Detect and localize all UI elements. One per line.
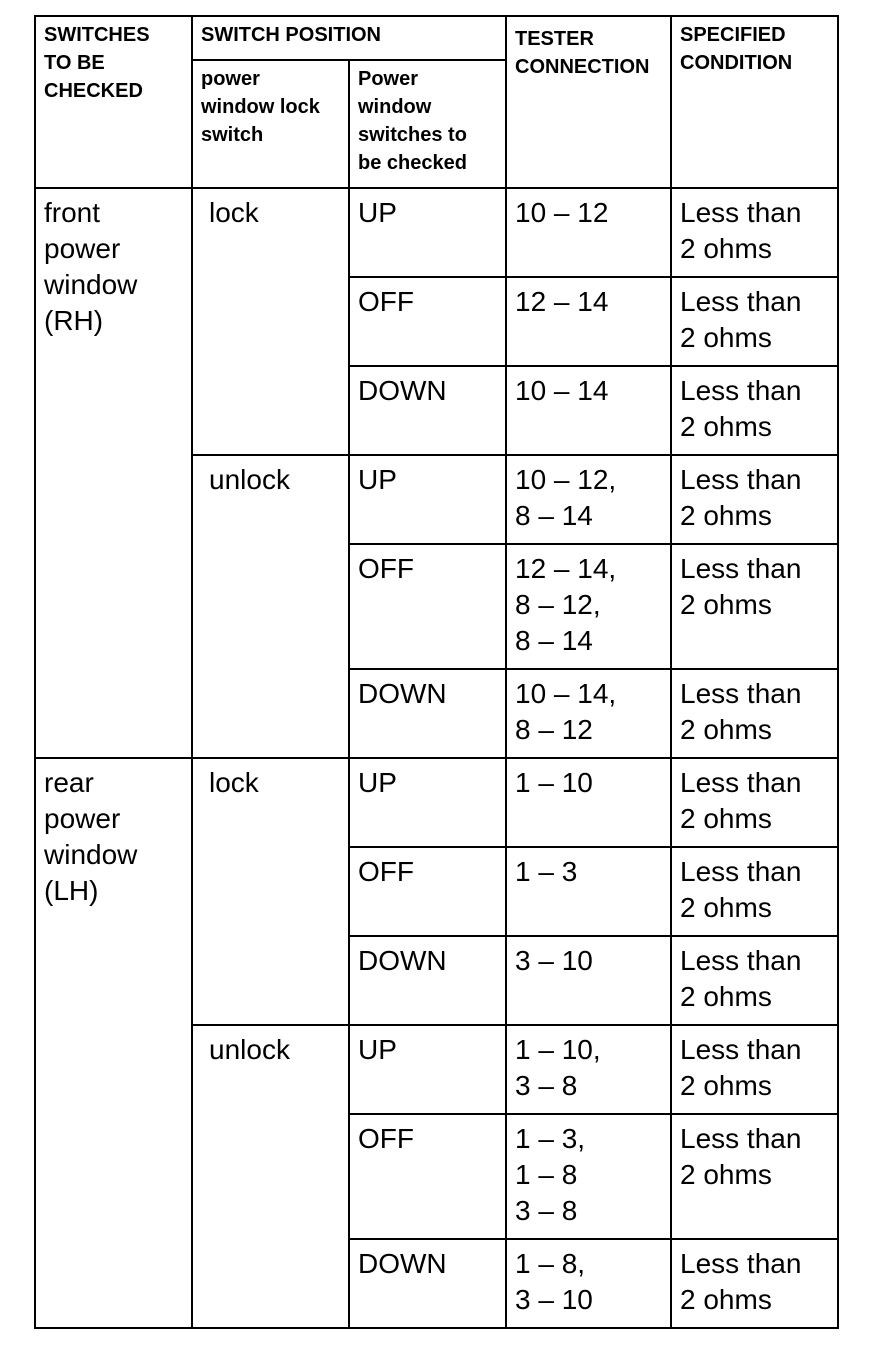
specified-condition-cell: Less than 2 ohms xyxy=(671,936,838,1025)
switch-name-cell: rear power window (LH) xyxy=(35,758,192,1328)
window-switch-position-cell: UP xyxy=(349,1025,506,1114)
tester-connection-cell: 10 – 14, 8 – 12 xyxy=(506,669,671,758)
tester-connection-cell: 1 – 3, 1 – 8 3 – 8 xyxy=(506,1114,671,1239)
table-row xyxy=(35,188,838,277)
window-switch-position-cell: DOWN xyxy=(349,669,506,758)
specified-condition-cell: Less than 2 ohms xyxy=(671,188,838,277)
tester-connection-cell: 10 – 12 xyxy=(506,188,671,277)
window-switch-position-cell: OFF xyxy=(349,847,506,936)
header-power-window-switches: Power window switches to be checked xyxy=(349,60,506,188)
switch-name-cell: front power window (RH) xyxy=(35,188,192,758)
tester-connection-cell: 1 – 3 xyxy=(506,847,671,936)
specified-condition-cell: Less than 2 ohms xyxy=(671,455,838,544)
lock-switch-cell: lock xyxy=(192,758,349,1025)
tester-connection-cell: 3 – 10 xyxy=(506,936,671,1025)
tester-connection-cell: 1 – 8, 3 – 10 xyxy=(506,1239,671,1328)
specified-condition-cell: Less than 2 ohms xyxy=(671,1025,838,1114)
specified-condition-cell: Less than 2 ohms xyxy=(671,1239,838,1328)
window-switch-position-cell: UP xyxy=(349,758,506,847)
window-switch-position-cell: OFF xyxy=(349,544,506,669)
window-switch-position-cell: UP xyxy=(349,188,506,277)
specified-condition-cell: Less than 2 ohms xyxy=(671,847,838,936)
window-switch-position-cell: DOWN xyxy=(349,936,506,1025)
tester-connection-cell: 10 – 12, 8 – 14 xyxy=(506,455,671,544)
lock-switch-cell: lock xyxy=(192,188,349,455)
specified-condition-cell: Less than 2 ohms xyxy=(671,277,838,366)
window-switch-position-cell: OFF xyxy=(349,277,506,366)
window-switch-position-cell: OFF xyxy=(349,1114,506,1239)
lock-switch-cell: unlock xyxy=(192,455,349,758)
tester-connection-cell: 12 – 14, 8 – 12, 8 – 14 xyxy=(506,544,671,669)
specified-condition-cell: Less than 2 ohms xyxy=(671,366,838,455)
tester-connection-cell: 12 – 14 xyxy=(506,277,671,366)
window-switch-position-cell: DOWN xyxy=(349,1239,506,1328)
switch-check-table xyxy=(34,15,839,1329)
window-switch-position-cell: UP xyxy=(349,455,506,544)
header-power-window-lock-switch: power window lock switch xyxy=(192,60,349,188)
window-switch-position-cell: DOWN xyxy=(349,366,506,455)
tester-connection-cell: 1 – 10, 3 – 8 xyxy=(506,1025,671,1114)
specified-condition-cell: Less than 2 ohms xyxy=(671,758,838,847)
tester-connection-cell: 10 – 14 xyxy=(506,366,671,455)
table-row xyxy=(35,758,838,847)
header-switch-position: SWITCH POSITION xyxy=(192,16,506,60)
tester-connection-cell: 1 – 10 xyxy=(506,758,671,847)
specified-condition-cell: Less than 2 ohms xyxy=(671,1114,838,1239)
header-specified-condition: SPECIFIED CONDITION xyxy=(671,16,838,188)
header-tester-connection: TESTER CONNECTION xyxy=(506,16,671,188)
lock-switch-cell: unlock xyxy=(192,1025,349,1328)
header-switches-to-be-checked: SWITCHES TO BE CHECKED xyxy=(35,16,192,188)
specified-condition-cell: Less than 2 ohms xyxy=(671,669,838,758)
specified-condition-cell: Less than 2 ohms xyxy=(671,544,838,669)
